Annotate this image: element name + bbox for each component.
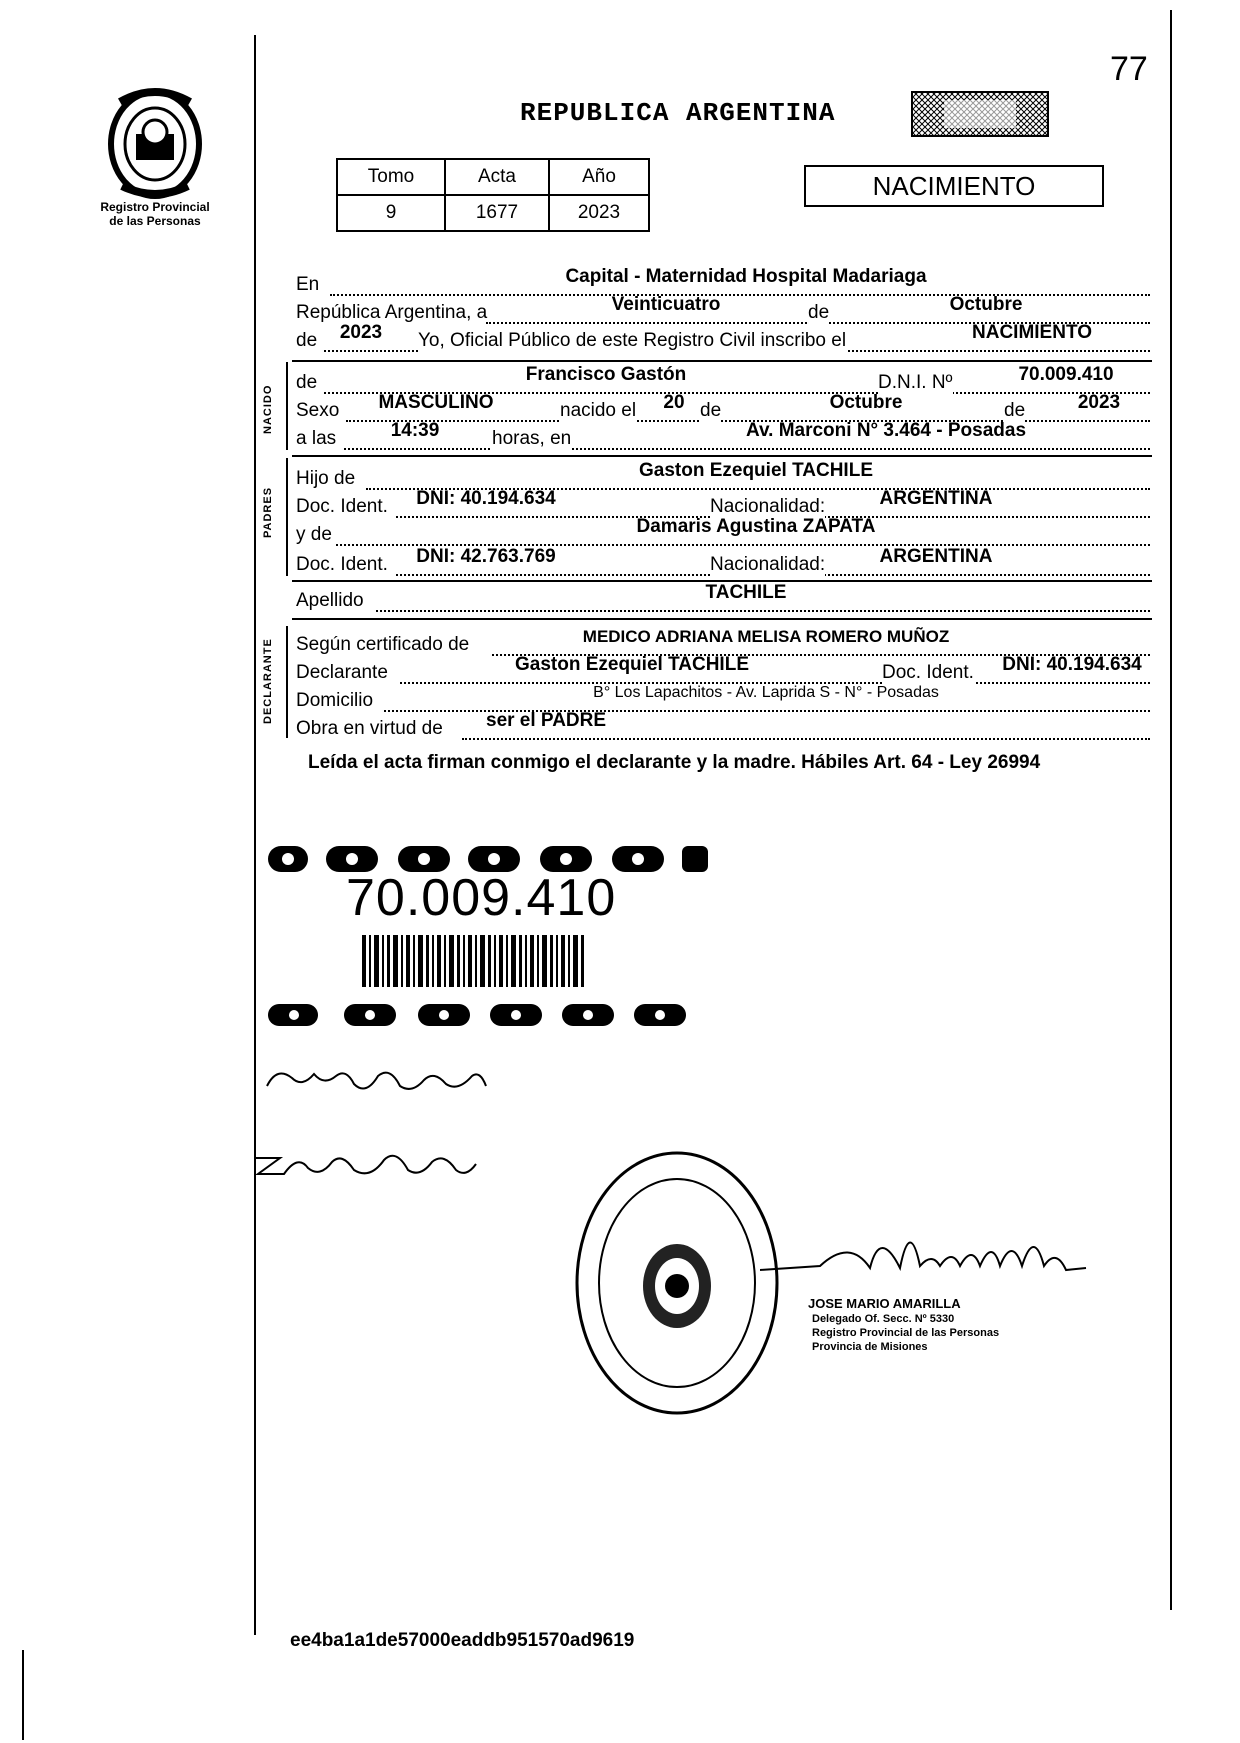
province-logo bbox=[100, 82, 210, 200]
closing-text: Leída el acta firman conmigo el declarante y la madre. Hábiles Art. 64 - Ley 26994 bbox=[308, 752, 1041, 773]
label-obra: Obra en virtud de bbox=[296, 718, 443, 739]
signature-madre bbox=[250, 1138, 480, 1193]
official-name: JOSE MARIO AMARILLA bbox=[808, 1296, 961, 1311]
registration-day: Veinticuatro bbox=[611, 294, 721, 315]
acta-table bbox=[336, 158, 650, 232]
official-role-line: Provincia de Misiones bbox=[812, 1341, 928, 1353]
declarante-doc: DNI: 40.194.634 bbox=[1002, 654, 1142, 675]
mother-doc: DNI: 42.763.769 bbox=[416, 546, 556, 567]
label-sexo: Sexo bbox=[296, 400, 340, 421]
label-nacido: nacido el bbox=[560, 398, 636, 424]
acta-header-ano: Año bbox=[549, 159, 649, 195]
label-horas: horas, en bbox=[492, 426, 571, 452]
section-label-nacido: NACIDO bbox=[262, 384, 274, 434]
registration-place: Capital - Maternidad Hospital Madariaga bbox=[565, 266, 927, 287]
label-certificado: Según certificado de bbox=[296, 634, 470, 655]
registration-year: 2023 bbox=[339, 322, 383, 343]
label-de: de bbox=[296, 372, 318, 393]
label-a-las: a las bbox=[296, 428, 337, 449]
section-divider bbox=[292, 618, 1152, 620]
birth-day: 20 bbox=[663, 392, 685, 413]
acta-value-tomo: 9 bbox=[337, 195, 445, 231]
birth-month: Octubre bbox=[829, 392, 903, 413]
label-republica: República Argentina, a bbox=[296, 302, 488, 323]
label-nacionalidad: Nacionalidad: bbox=[710, 494, 825, 520]
label-dni: D.N.I. Nº bbox=[878, 370, 953, 396]
official-role-line: Registro Provincial de las Personas bbox=[812, 1327, 1000, 1339]
label-de: de bbox=[1004, 398, 1025, 424]
mother-name: Damaris Agustina ZAPATA bbox=[636, 516, 876, 537]
left-margin-line bbox=[254, 35, 256, 1635]
label-doc-ident: Doc. Ident. bbox=[882, 660, 974, 686]
right-margin-line bbox=[1170, 10, 1172, 1610]
official-signature bbox=[760, 1208, 1090, 1303]
acta-value-ano: 2023 bbox=[549, 195, 649, 231]
birth-time: 14:39 bbox=[390, 420, 440, 441]
registration-event: NACIMIENTO bbox=[972, 322, 1092, 343]
document-type-box: NACIMIENTO bbox=[804, 165, 1104, 207]
stamp-number: 70.009.410 bbox=[346, 869, 617, 927]
label-de: de bbox=[808, 300, 829, 326]
label-nacionalidad: Nacionalidad: bbox=[710, 552, 825, 578]
label-doc-ident: Doc. Ident. bbox=[296, 496, 388, 517]
official-seal bbox=[572, 1148, 782, 1423]
page-number: 77 bbox=[1110, 50, 1148, 88]
father-name: Gaston Ezequiel TACHILE bbox=[638, 460, 873, 481]
nacido-bracket bbox=[286, 362, 288, 450]
section-label-padres: PADRES bbox=[262, 486, 274, 538]
apellido-value: TACHILE bbox=[705, 582, 787, 603]
label-apellido: Apellido bbox=[296, 590, 364, 611]
child-name: Francisco Gastón bbox=[525, 364, 687, 385]
label-en: En bbox=[296, 274, 320, 295]
label-hijo-de: Hijo de bbox=[296, 468, 356, 489]
section-divider bbox=[292, 455, 1152, 457]
father-nationality: ARGENTINA bbox=[879, 488, 993, 509]
logo-caption: Registro Provincial de las Personas bbox=[100, 200, 210, 228]
birth-year: 2023 bbox=[1077, 392, 1121, 413]
official-role bbox=[812, 1312, 1052, 1354]
label-de: de bbox=[700, 398, 721, 424]
document-hash: ee4ba1a1de57000eaddb951570ad9619 bbox=[290, 1630, 635, 1651]
official-role-line: Delegado Of. Secc. Nº 5330 bbox=[812, 1313, 955, 1325]
bottom-left-mark bbox=[22, 1650, 24, 1740]
security-hologram-icon bbox=[910, 88, 1050, 140]
label-officer: Yo, Oficial Público de este Registro Civil inscribo el bbox=[418, 328, 846, 354]
mother-nationality: ARGENTINA bbox=[879, 546, 993, 567]
father-doc: DNI: 40.194.634 bbox=[416, 488, 556, 509]
acta-header-tomo: Tomo bbox=[337, 159, 445, 195]
child-sex: MASCULINO bbox=[378, 392, 494, 413]
registration-month: Octubre bbox=[949, 294, 1023, 315]
certificado-value: MEDICO ADRIANA MELISA ROMERO MUÑOZ bbox=[582, 627, 950, 646]
padres-bracket bbox=[286, 458, 288, 576]
declarante-name: Gaston Ezequiel TACHILE bbox=[514, 654, 749, 675]
label-domicilio: Domicilio bbox=[296, 690, 374, 711]
domicilio-value: B° Los Lapachitos - Av. Laprida S - N° - Posadas bbox=[593, 684, 939, 701]
label-doc-ident: Doc. Ident. bbox=[296, 554, 388, 575]
section-label-declarante: DECLARANTE bbox=[262, 638, 274, 724]
country-title: REPUBLICA ARGENTINA bbox=[520, 98, 836, 128]
label-y-de: y de bbox=[296, 524, 332, 545]
barcode bbox=[362, 935, 588, 987]
label-declarante: Declarante bbox=[296, 662, 388, 683]
label-de2: de bbox=[296, 330, 318, 351]
signature-declarante bbox=[262, 1056, 492, 1111]
acta-value-acta: 1677 bbox=[445, 195, 549, 231]
birth-place: Av. Marconi N° 3.464 - Posadas bbox=[745, 420, 1027, 441]
child-dni: 70.009.410 bbox=[1018, 364, 1114, 385]
obra-value: ser el PADRE bbox=[486, 710, 607, 731]
acta-header-acta: Acta bbox=[445, 159, 549, 195]
stamp-pattern-bottom bbox=[268, 1000, 708, 1035]
declarante-bracket bbox=[286, 626, 288, 738]
